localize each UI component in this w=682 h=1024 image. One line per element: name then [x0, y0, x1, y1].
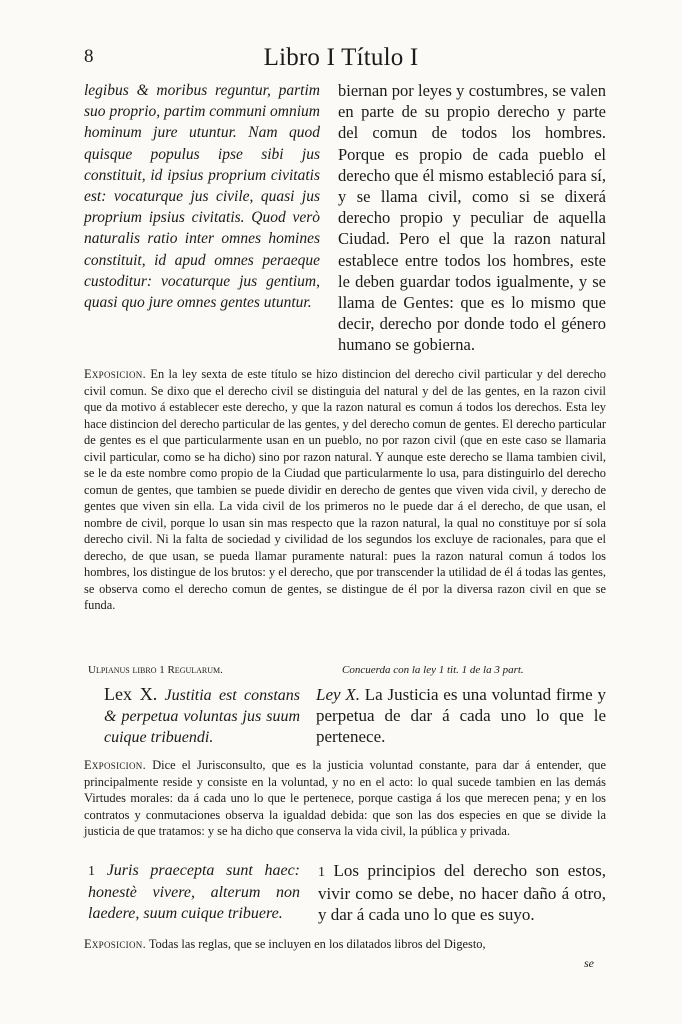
latin-text-top: legibus & moribus reguntur, partim suo proprio, partim communi omnium hominum jure utuntur. Nam quod quisque populus ipse sibi jus constituit, id ipsius proprium civitatis est: vocaturque jus civile, quasi jus proprium ipsius civitatis. Quod verò naturalis ratio inter omnes homines constituit, id apud omnes peraeque custoditur: vocaturque jus gentium, quasi quo jure omnes gentes utuntur.	[84, 82, 320, 312]
exposicion-text-3: Todas las reglas, que se incluyen en los dilatados libros del Digesto,	[148, 937, 486, 951]
exposicion-label: Exposicion.	[84, 367, 146, 381]
lex-spanish-text: La Justicia es una voluntad firme y perpetua de dar á cada uno lo que le pertenece.	[316, 685, 606, 746]
section-1-number-latin: 1	[88, 864, 95, 879]
section-1-spanish-text: Los principios del derecho son estos, vivir como se debe, no hacer daño á otro, y dar á cada uno lo que es suyo.	[318, 861, 606, 924]
section-1-spanish	[318, 860, 606, 925]
exposicion-2	[84, 757, 606, 840]
source-left: Ulpianus libro 1 Regularum.	[88, 664, 223, 676]
page-header	[0, 44, 682, 76]
lex-latin-text: Justitia est constans & perpetua voluntas jus suum cuique tribuendi.	[104, 687, 300, 746]
spanish-text-top: biernan por leyes y costumbres, se valen en parte de su propio derecho y parte del comun de todos los hombres. Porque es propio de cada pueblo el derecho que él mismo estableció para sí, y se llama civil, como si se dixerá derecho propio y peculiar de aquella Ciudad. Pero el que la razon natural establece entre todos los hombres, este le deben guardar todos igualmente, y se llama de Gentes: que es lo mismo que decir, derecho por donde todo el género humano se gobierna.	[338, 81, 606, 355]
exposicion-label-2: Exposicion.	[84, 758, 146, 772]
exposicion-3	[84, 936, 606, 953]
catchword: se	[584, 956, 594, 970]
page-number: 8	[84, 46, 94, 67]
exposicion-label-3: Exposicion.	[84, 937, 146, 951]
lex-latin	[104, 684, 300, 748]
lex-latin-label: Lex X.	[104, 684, 158, 704]
exposicion-1	[84, 366, 606, 614]
section-1-latin-text: Juris praecepta sunt haec: honestè vivere, alterum non laedere, suum cuique tribuere.	[88, 862, 300, 922]
lex-spanish-label: Ley X.	[316, 685, 360, 704]
spanish-column-top	[338, 80, 606, 356]
section-1-latin	[88, 860, 300, 924]
lex-spanish	[316, 684, 606, 747]
exposicion-text: En la ley sexta de este título se hizo distincion del derecho civil particular y del derecho civil comun. Se dixo que el derecho civil se distinguia del natural y del de las gentes, en la razon civil que da motivo á establecer este derecho, y que la razon natural es comun á todos los derechos. Esta ley hace distincion del derecho particular de las gentes, y del derecho comun de gentes. El derecho particular de gentes es el que particularmente usan en un pueblo, no por razon civil (que en este caso se llamaria civil particular, como se ha dicho) sino por razon natural. Y aunque este derecho se llama tambien civil, se le da este nombre como propio de la Ciudad que particularmente lo usa, para distinguirlo del derecho comun de gentes, que tambien se puede dividir en derecho de gentes que viven vida civil, y derecho de gentes que viven sin ella. La vida civil de los primeros no le puede dar á el derecho, de que usan, el nombre de civil, porque lo usan sin mas respecto que la razon natural, la qual no constituye por sí sola derecho civil. Ni la falta de sociedad y civilidad de los segundos los excluye de racionales, para que el derecho, de que usan, se pueda llamar puramente natural: pues la razon natural comun á todos los hombres, los distingue de los brutos: y el derecho, que por transcender la utilidad de él á todas las gentes, se observa como el derecho comun de gentes, se distingue de él por la diversa razon civil en que se funda.	[84, 367, 606, 612]
source-right: Concuerda con la ley 1 tit. 1 de la 3 part.	[342, 664, 524, 676]
latin-column-top	[84, 80, 320, 313]
section-1-number-spanish: 1	[318, 865, 325, 880]
exposicion-text-2: Dice el Jurisconsulto, que es la justicia voluntad constante, para dar á entender, que principalmente reside y consiste en la voluntad, y no en el acto: lo qual sucede tambien en las demás Virtudes morales: da á cada uno lo que le pertenece, porque castiga á los que merecen pena; y en los contratos y conmutaciones observa la igualdad debida: que son las dos especies en que se divide la justicia de que tratamos: y se ha dicho que conserva la vida civil, la pública y privada.	[84, 758, 606, 838]
running-head: Libro I Título I	[263, 44, 419, 71]
